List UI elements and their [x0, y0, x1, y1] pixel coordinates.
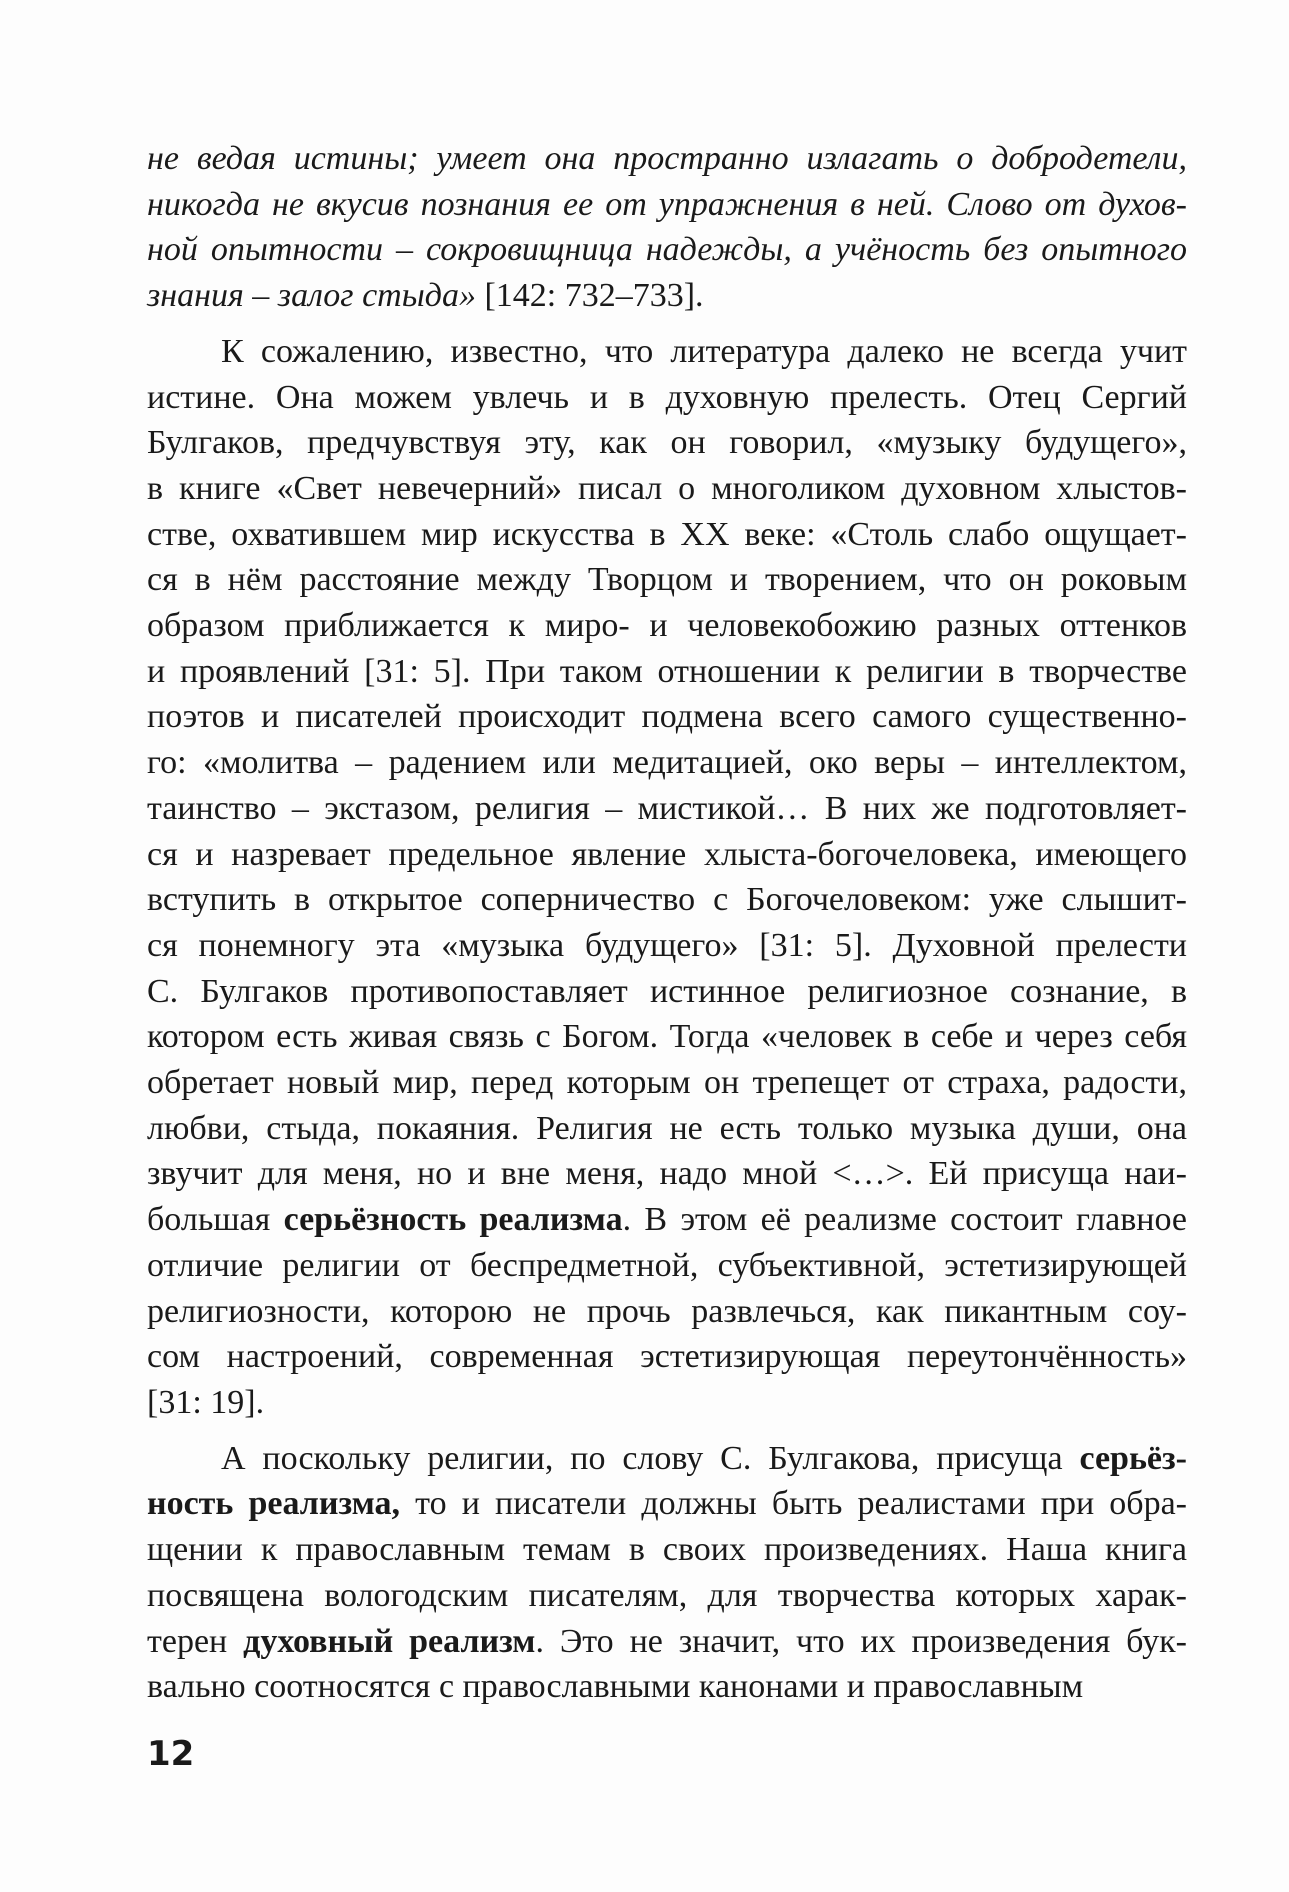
text-run: щении к православным темам в своих произведениях. Наша книга	[147, 1531, 1187, 1569]
text-line	[147, 969, 1187, 1015]
text-line	[147, 832, 1187, 878]
text-line	[147, 466, 1187, 512]
text-run: то и писатели должны быть реалистами при обра-	[400, 1485, 1187, 1523]
text-run: отличие религии от беспредметной, субъективной, эстетизирующей	[147, 1246, 1187, 1284]
text-line	[147, 273, 1187, 319]
text-run: А поскольку религии, по слову С. Булгакова, присуща	[221, 1439, 1080, 1477]
text-run: ся и назревает предельное явление хлыста-богочеловека, имеющего	[147, 835, 1187, 873]
paragraph	[147, 329, 1187, 1426]
text-line	[147, 1060, 1187, 1106]
text-run: звучит для меня, но и вне меня, надо мной <…>. Ей присуща наи-	[147, 1155, 1187, 1193]
text-run: [31: 19].	[147, 1383, 265, 1421]
text-line	[147, 1106, 1187, 1152]
text-line	[147, 557, 1187, 603]
text-line	[147, 512, 1187, 558]
italic-text: не ведая истины; умеет она пространно излагать о добродетели,	[147, 140, 1187, 177]
text-run: истине. Она можем увлечь и в духовную прелесть. Отец Сергий	[147, 378, 1187, 416]
text-run: ся в нём расстояние между Творцом и творением, что он роковым	[147, 561, 1187, 599]
text-run: вступить в открытое соперничество с Богочеловеком: уже слышит-	[147, 881, 1187, 919]
text-line	[147, 1197, 1187, 1243]
text-run: го: «молитва – радением или медитацией, око веры – интеллектом,	[147, 744, 1187, 782]
text-run: в книге «Свет невечерний» писал о многоликом духовном хлыстов-	[147, 469, 1187, 507]
text-line	[147, 1151, 1187, 1197]
text-line	[147, 740, 1187, 786]
text-run: и проявлений [31: 5]. При таком отношении к религии в творчестве	[147, 652, 1187, 690]
text-line	[147, 1380, 1187, 1426]
text-run: сом настроений, современная эстетизирующая переутончённость»	[147, 1338, 1187, 1376]
text-line	[147, 923, 1187, 969]
italic-text: никогда не вкусив познания ее от упражнения в ней. Слово от духов-	[147, 185, 1187, 223]
text-line	[147, 603, 1187, 649]
italic-text: знания – залог стыда»	[147, 277, 485, 315]
text-line	[147, 420, 1187, 466]
text-run: котором есть живая связь с Богом. Тогда «человек в себе и через себя	[147, 1018, 1187, 1056]
text-line	[147, 1664, 1187, 1710]
bold-text: серьёз-	[1079, 1439, 1187, 1477]
body-text	[147, 136, 1187, 1710]
text-line	[147, 1573, 1187, 1619]
text-run: С. Булгаков противопоставляет истинное религиозное сознание, в	[147, 972, 1187, 1010]
text-line	[147, 182, 1187, 228]
text-line	[147, 227, 1187, 273]
paragraph	[147, 136, 1187, 319]
text-run: религиозности, которою не прочь развлечься, как пикантным соу-	[147, 1292, 1187, 1330]
text-run: стве, охватившем мир искусства в XX веке: «Столь слабо ощущает-	[147, 515, 1187, 553]
text-line	[147, 1436, 1187, 1482]
text-line	[147, 877, 1187, 923]
text-run: [142: 732–733].	[484, 277, 704, 315]
paragraph-gap	[147, 319, 1187, 329]
text-line	[147, 1014, 1187, 1060]
text-run: вально соотносятся с православными канонами и православным	[147, 1668, 1084, 1706]
text-run: образом приближается к миро- и человекобожию разных оттенков	[147, 607, 1187, 645]
text-line	[147, 1289, 1187, 1335]
text-run: таинство – экстазом, религия – мистикой… В них же подготовляет-	[147, 789, 1187, 827]
text-run: большая	[147, 1201, 284, 1239]
paragraph-gap	[147, 1426, 1187, 1436]
bold-text: серьёзность реализма	[283, 1201, 623, 1239]
text-run: ся понемногу эта «музыка будущего» [31: 5]. Духовной прелести	[147, 926, 1187, 964]
text-run: . Это не значит, что их произведения бук-	[535, 1622, 1187, 1660]
text-run: обретает новый мир, перед которым он трепещет от страха, радости,	[147, 1064, 1187, 1102]
text-run: терен	[147, 1622, 244, 1660]
text-run: Булгаков, предчувствуя эту, как он говорил, «музыку будущего»,	[147, 424, 1187, 462]
text-line	[147, 136, 1187, 182]
text-run: посвящена вологодским писателям, для творчества которых харак-	[147, 1576, 1187, 1614]
text-line	[147, 1334, 1187, 1380]
text-run: К сожалению, известно, что литература далеко не всегда учит	[221, 332, 1187, 370]
text-run: . В этом её реализме состоит главное	[622, 1201, 1187, 1239]
text-line	[147, 1481, 1187, 1527]
text-line	[147, 1619, 1187, 1665]
text-line	[147, 694, 1187, 740]
text-line	[147, 1243, 1187, 1289]
bold-text: ность реализма,	[147, 1485, 401, 1523]
paragraph	[147, 1436, 1187, 1710]
text-run: любви, стыда, покаяния. Религия не есть только музыка души, она	[147, 1109, 1187, 1147]
text-line	[147, 1527, 1187, 1573]
text-line	[147, 375, 1187, 421]
text-line	[147, 329, 1187, 375]
text-line	[147, 649, 1187, 695]
page-number: 12	[147, 1734, 195, 1774]
bold-text: духовный реализм	[243, 1622, 536, 1660]
text-run: поэтов и писателей происходит подмена всего самого существенно-	[147, 698, 1187, 736]
italic-text: ной опытности – сокровищница надежды, а учёность без опытного	[147, 231, 1187, 269]
text-line	[147, 786, 1187, 832]
